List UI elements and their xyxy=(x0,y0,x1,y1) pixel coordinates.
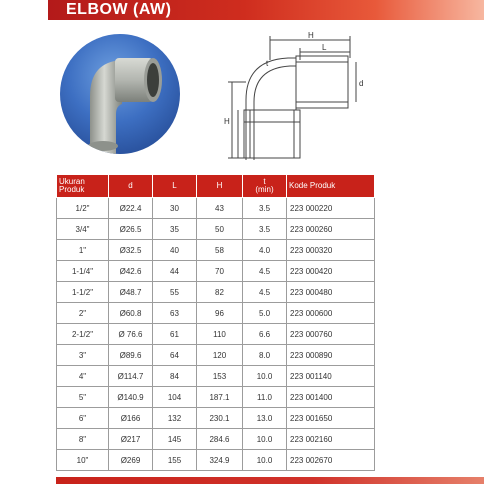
cell-h: 82 xyxy=(197,282,243,303)
table-header-row xyxy=(57,175,375,198)
header-l: L xyxy=(153,175,197,198)
cell-l: 84 xyxy=(153,366,197,387)
cell-d: Ø114.7 xyxy=(109,366,153,387)
table-row xyxy=(57,303,375,324)
cell-t: 4.5 xyxy=(243,261,287,282)
cell-size: 10" xyxy=(57,450,109,471)
cell-h: 58 xyxy=(197,240,243,261)
cell-d: Ø 76.6 xyxy=(109,324,153,345)
cell-t: 8.0 xyxy=(243,345,287,366)
cell-d: Ø269 xyxy=(109,450,153,471)
cell-l: 132 xyxy=(153,408,197,429)
cell-l: 155 xyxy=(153,450,197,471)
cell-size: 3/4" xyxy=(57,219,109,240)
cell-code: 223 001140 xyxy=(287,366,375,387)
cell-l: 30 xyxy=(153,198,197,219)
table-row xyxy=(57,450,375,471)
dim-h-top: H xyxy=(308,31,314,40)
cell-t: 11.0 xyxy=(243,387,287,408)
cell-t: 10.0 xyxy=(243,450,287,471)
cell-d: Ø22.4 xyxy=(109,198,153,219)
cell-size: 2-1/2" xyxy=(57,324,109,345)
cell-t: 3.5 xyxy=(243,219,287,240)
cell-h: 153 xyxy=(197,366,243,387)
header-d: d xyxy=(109,175,153,198)
table-row xyxy=(57,345,375,366)
dim-d: d xyxy=(359,79,364,88)
cell-h: 230.1 xyxy=(197,408,243,429)
cell-code: 223 000480 xyxy=(287,282,375,303)
cell-code: 223 000890 xyxy=(287,345,375,366)
cell-d: Ø140.9 xyxy=(109,387,153,408)
header-code: Kode Produk xyxy=(287,175,375,198)
table-row xyxy=(57,429,375,450)
cell-size: 1/2" xyxy=(57,198,109,219)
cell-h: 284.6 xyxy=(197,429,243,450)
cell-code: 223 000220 xyxy=(287,198,375,219)
header-t-unit: (min) xyxy=(255,185,274,194)
cell-l: 145 xyxy=(153,429,197,450)
cell-size: 1-1/2" xyxy=(57,282,109,303)
cell-t: 10.0 xyxy=(243,429,287,450)
cell-h: 50 xyxy=(197,219,243,240)
cell-t: 4.5 xyxy=(243,282,287,303)
cell-h: 120 xyxy=(197,345,243,366)
bottom-band xyxy=(56,477,484,484)
cell-l: 104 xyxy=(153,387,197,408)
header-size: Ukuran Produk xyxy=(57,175,109,198)
elbow-fitting-photo xyxy=(60,34,180,154)
header-t-label: t xyxy=(263,177,266,186)
cell-size: 4" xyxy=(57,366,109,387)
dim-t: t xyxy=(266,59,269,68)
cell-t: 5.0 xyxy=(243,303,287,324)
cell-d: Ø89.6 xyxy=(109,345,153,366)
cell-code: 223 000600 xyxy=(287,303,375,324)
cell-l: 64 xyxy=(153,345,197,366)
table-row xyxy=(57,219,375,240)
spec-table xyxy=(56,174,375,471)
cell-code: 223 000760 xyxy=(287,324,375,345)
cell-l: 63 xyxy=(153,303,197,324)
dim-h-side: H xyxy=(224,117,230,126)
table-row xyxy=(57,240,375,261)
cell-t: 13.0 xyxy=(243,408,287,429)
cell-h: 324.9 xyxy=(197,450,243,471)
cell-h: 70 xyxy=(197,261,243,282)
header-h: H xyxy=(197,175,243,198)
cell-l: 35 xyxy=(153,219,197,240)
elbow-technical-drawing xyxy=(224,30,374,170)
cell-code: 223 002670 xyxy=(287,450,375,471)
cell-l: 61 xyxy=(153,324,197,345)
cell-d: Ø217 xyxy=(109,429,153,450)
dim-l: L xyxy=(322,43,327,52)
table-row xyxy=(57,282,375,303)
cell-h: 110 xyxy=(197,324,243,345)
cell-h: 187.1 xyxy=(197,387,243,408)
cell-code: 223 002160 xyxy=(287,429,375,450)
cell-t: 10.0 xyxy=(243,366,287,387)
table-row xyxy=(57,324,375,345)
cell-code: 223 001400 xyxy=(287,387,375,408)
cell-d: Ø32.5 xyxy=(109,240,153,261)
cell-t: 6.6 xyxy=(243,324,287,345)
table-row xyxy=(57,408,375,429)
cell-code: 223 001650 xyxy=(287,408,375,429)
page-title: ELBOW (AW) xyxy=(66,1,172,18)
cell-size: 2" xyxy=(57,303,109,324)
cell-size: 3" xyxy=(57,345,109,366)
cell-size: 5" xyxy=(57,387,109,408)
cell-d: Ø166 xyxy=(109,408,153,429)
cell-l: 55 xyxy=(153,282,197,303)
cell-d: Ø42.6 xyxy=(109,261,153,282)
cell-size: 1" xyxy=(57,240,109,261)
header-t xyxy=(243,175,287,198)
cell-d: Ø60.8 xyxy=(109,303,153,324)
cell-h: 96 xyxy=(197,303,243,324)
cell-t: 3.5 xyxy=(243,198,287,219)
table-row xyxy=(57,198,375,219)
cell-d: Ø48.7 xyxy=(109,282,153,303)
cell-d: Ø26.5 xyxy=(109,219,153,240)
cell-code: 223 000260 xyxy=(287,219,375,240)
cell-l: 44 xyxy=(153,261,197,282)
cell-size: 1-1/4" xyxy=(57,261,109,282)
table-row xyxy=(57,261,375,282)
cell-code: 223 000320 xyxy=(287,240,375,261)
table-row xyxy=(57,366,375,387)
cell-size: 8" xyxy=(57,429,109,450)
cell-t: 4.0 xyxy=(243,240,287,261)
cell-l: 40 xyxy=(153,240,197,261)
cell-h: 43 xyxy=(197,198,243,219)
cell-size: 6" xyxy=(57,408,109,429)
table-row xyxy=(57,387,375,408)
cell-code: 223 000420 xyxy=(287,261,375,282)
